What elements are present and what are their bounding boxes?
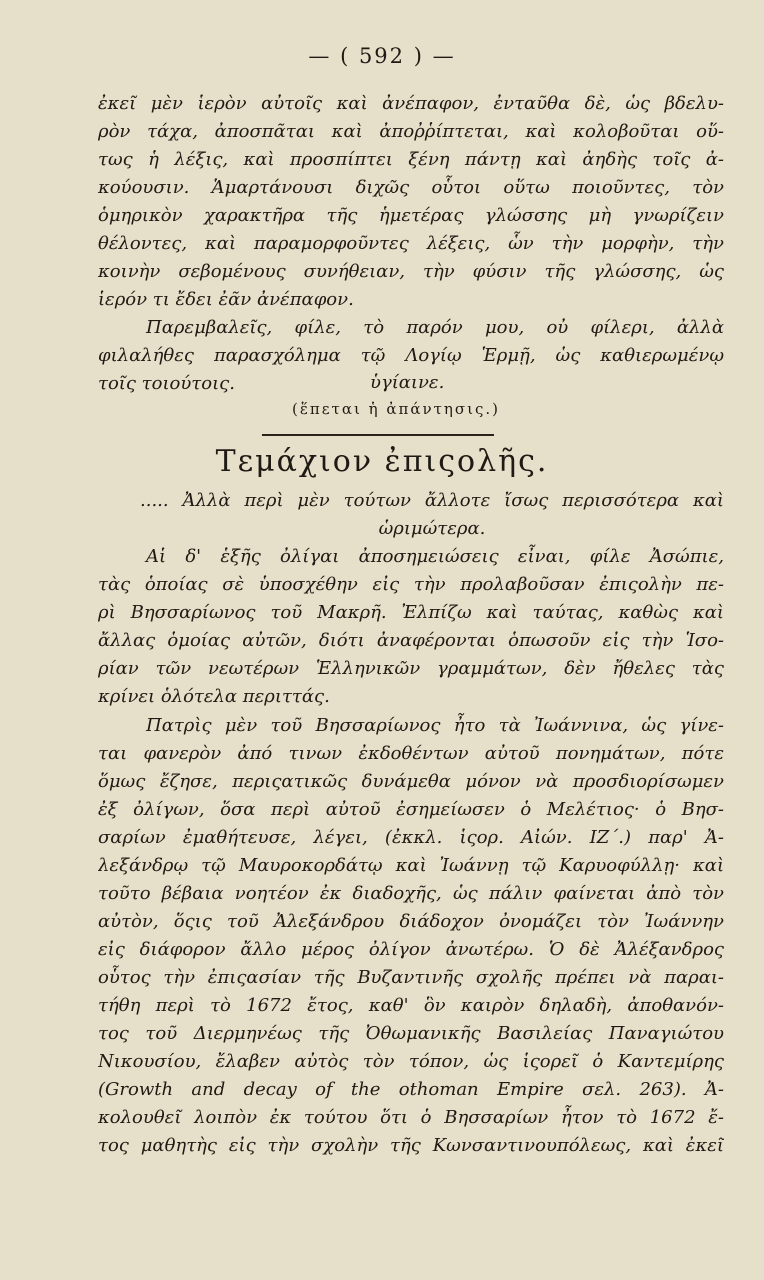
text-line: εἰς διάφορον ἄλλο μέρος ὀλίγον ἀνωτέρω. Ὁ δὲ Ἀλέξανδρος [98, 939, 724, 960]
section-divider [262, 434, 494, 436]
page-number: — ( 592 ) — [308, 44, 456, 68]
text-line: αὐτὸν, ὅςις τοῦ Ἀλεξάνδρου διάδοχον ὀνομάζει τὸν Ἰωάννην [98, 911, 724, 932]
signoff: ὑγίαινε. [370, 372, 445, 393]
text-line: τοῦτο βέβαια νοητέον ἐκ διαδοχῆς, ὡς πάλιν φαίνεται ἀπὸ τὸν [98, 883, 724, 904]
text-line: φιλαλήθες παρασχόλημα τῷ Λογίῳ Ἑρμῇ, ὡς καθιερωμένῳ [98, 345, 724, 366]
epigraph-line: ὡριμώτερα. [378, 518, 486, 539]
paragraph-2 [98, 712, 724, 1160]
text-line: τος μαθητὴς εἰς τὴν σχολὴν τῆς Κωνσαντινουπόλεως, καὶ ἐκεῖ [98, 1135, 724, 1156]
text-line: ται φανερὸν ἀπό τινων ἐκδοθέντων αὐτοῦ πονημάτων, πότε [98, 743, 724, 764]
text-line: κολουθεῖ λοιπὸν ἐκ τούτου ὅτι ὁ Βησσαρίων ἦτον τὸ 1672 ἔ- [98, 1107, 724, 1128]
text-line: (Growth and decay of the othoman Empire σελ. 263). Ἀ- [98, 1079, 724, 1100]
text-line: ἐξ ὀλίγων, ὅσα περὶ αὐτοῦ ἐσημείωσεν ὁ Μελέτιος· ὁ Βησ- [98, 799, 724, 820]
text-line: Αἱ δ' ἑξῆς ὀλίγαι ἀποσημειώσεις εἶναι, φίλε Ἀσώπιε, [146, 546, 724, 567]
text-line: οὗτος τὴν ἐπιςασίαν τῆς Βυζαντινῆς σχολῆς πρέπει νὰ παραι- [98, 967, 724, 988]
text-line: κρίνει ὁλότελα περιττάς. [98, 686, 330, 707]
text-line: κοινὴν σεβομένους συνήθειαν, τὴν φύσιν τῆς γλώσσης, ὡς [98, 261, 724, 282]
text-line: ἐκεῖ μὲν ἱερὸν αὐτοῖς καὶ ἀνέπαφον, ἐνταῦθα δὲ, ὡς βδελυ- [98, 93, 724, 114]
text-line: ρίαν τῶν νεωτέρων Ἑλληνικῶν γραμμάτων, δὲν ἤθελες τὰς [98, 658, 724, 679]
letter-ending [98, 90, 724, 398]
text-line: ἱερόν τι ἔδει ἐᾶν ἀνέπαφον. [98, 289, 354, 310]
text-line: ἄλλας ὁμοίας αὐτῶν, διότι ἀναφέρονται ὁπωσοῦν εἰς τὴν Ἱσο- [98, 630, 724, 651]
text-line: κούουσιν. Ἁμαρτάνουσι διχῶς οὗτοι οὕτω ποιοῦντες, τὸν [98, 177, 724, 198]
text-line: τοῖς τοιούτοις. [98, 373, 235, 394]
text-line: θέλοντες, καὶ παραμορφοῦντες λέξεις, ὧν τὴν μορφὴν, τὴν [98, 233, 724, 254]
text-line: ρὸν τάχα, ἀποσπᾶται καὶ ἀποῤῥίπτεται, καὶ κολοβοῦται οὕ- [98, 121, 724, 142]
text-line: σαρίων ἐμαθήτευσε, λέγει, (ἐκκλ. ἱςορ. Αἰών. ΙΖ΄.) παρ' Ἀ- [98, 827, 724, 848]
followup-note: (ἕπεται ἡ ἀπάντησις.) [292, 400, 501, 418]
section-title: Τεμάχιον ἐπιςολῆς. [215, 444, 549, 479]
text-line: Πατρὶς μὲν τοῦ Βησσαρίωνος ἦτο τὰ Ἰωάννινα, ὡς γίνε- [146, 715, 724, 736]
text-line: Νικουσίου, ἔλαβεν αὐτὸς τὸν τόπον, ὡς ἱςορεῖ ὁ Καντεμίρης [98, 1051, 724, 1072]
epigraph [140, 487, 724, 543]
epigraph-line: ..... Ἀλλὰ περὶ μὲν τούτων ἄλλοτε ἴσως περισσότερα καὶ [140, 490, 724, 511]
text-line: ρὶ Βησσαρίωνος τοῦ Μακρῆ. Ἐλπίζω καὶ ταύτας, καθὼς καὶ [98, 602, 724, 623]
text-line: τήθη περὶ τὸ 1672 ἔτος, καθ' ὃν καιρὸν δηλαδὴ, ἀποθανόν- [98, 995, 724, 1016]
text-line: λεξάνδρῳ τῷ Μαυροκορδάτῳ καὶ Ἰωάννῃ τῷ Καρυοφύλλῃ· καὶ [98, 855, 724, 876]
text-line: ὅμως ἔζησε, περιςατικῶς δυνάμεθα μόνον νὰ προσδιορίσωμεν [98, 771, 724, 792]
text-line: τος τοῦ Διερμηνέως τῆς Ὀθωμανικῆς Βασιλείας Παναγιώτου [98, 1023, 724, 1044]
text-line: τὰς ὁποίας σὲ ὑποσχέθην εἰς τὴν προλαβοῦσαν ἐπιςολὴν πε- [98, 574, 724, 595]
text-line: τως ἡ λέξις, καὶ προσπίπτει ξένη πάντῃ καὶ ἀηδὴς τοῖς ἀ- [98, 149, 724, 170]
text-line: Παρεμβαλεῖς, φίλε, τὸ παρόν μου, οὐ φίλερι, ἀλλὰ [146, 317, 724, 338]
text-line: ὁμηρικὸν χαρακτῆρα τῆς ἡμετέρας γλώσσης μὴ γνωρίζειν [98, 205, 724, 226]
paragraph-1 [98, 543, 724, 711]
